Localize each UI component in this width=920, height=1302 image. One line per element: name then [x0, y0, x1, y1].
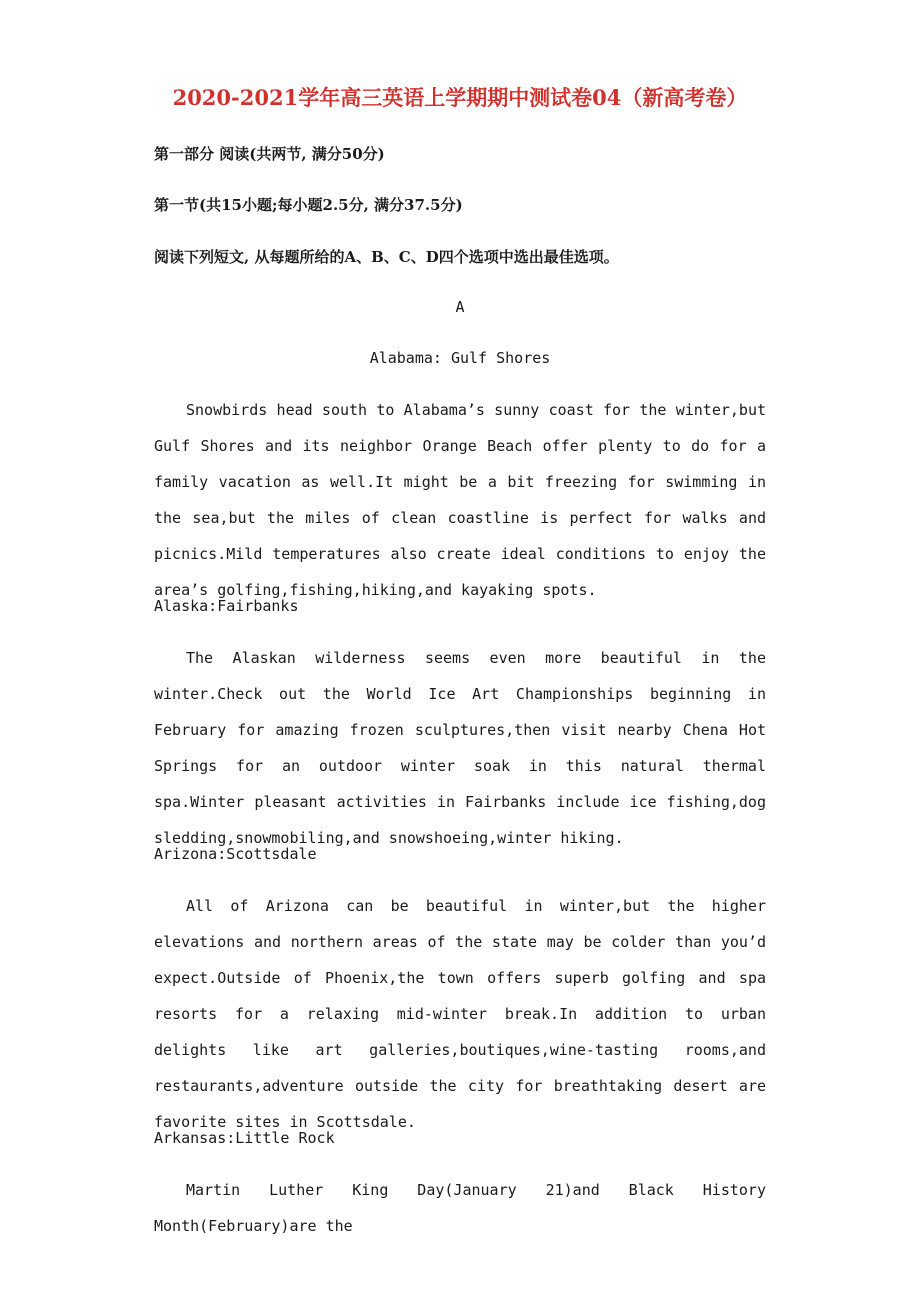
section-heading: 第一节(共15小题;每小题2.5分, 满分37.5分) [154, 196, 463, 214]
heading-arkansas: Arkansas:Little Rock [154, 1129, 335, 1147]
document-title: 2020-2021学年高三英语上学期期中测试卷04（新高考卷） [172, 85, 748, 110]
passage-title: Alabama: Gulf Shores [369, 349, 551, 367]
paragraph-arizona: All of Arizona can be beautiful in winter,but the higher elevations and northern areas of the state may be colder than you’d expect.Outside of Phoenix,the town offers superb golfing and spa resorts for a relaxing mid-winter break.In addition to urban delights like art galleries,boutiques,wine-tasting rooms,and restaurants,adventure outside the city for breathtaking desert are favorite sites in Scottsdale. [154, 897, 766, 1131]
instruction-text: 阅读下列短文, 从每题所给的A、B、C、D四个选项中选出最佳选项。 [154, 248, 619, 266]
paragraph-arkansas: Martin Luther King Day(January 21)and Black History Month(February)are the [154, 1181, 766, 1235]
heading-alaska: Alaska:Fairbanks [154, 597, 299, 615]
paragraph-alabama: Snowbirds head south to Alabama’s sunny coast for the winter,but Gulf Shores and its neighbor Orange Beach offer plenty to do for a family vacation as well.It might be a bit freezing for swimming in the sea,but the miles of clean coastline is perfect for walks and picnics.Mild temperatures also create ideal conditions to enjoy the area’s golfing,fishing,hiking,and kayaking spots. [154, 401, 766, 599]
passage-label: A [455, 298, 465, 316]
part-heading: 第一部分 阅读(共两节, 满分50分) [154, 145, 385, 163]
heading-arizona: Arizona:Scottsdale [154, 845, 317, 863]
paragraph-alaska: The Alaskan wilderness seems even more beautiful in the winter.Check out the World Ice Art Championships beginning in February for amazing frozen sculptures,then visit nearby Chena Hot Springs for an outdoor winter soak in this natural thermal spa.Winter pleasant activities in Fairbanks include ice fishing,dog sledding,snowmobiling,and snowshoeing,winter hiking. [154, 649, 766, 847]
